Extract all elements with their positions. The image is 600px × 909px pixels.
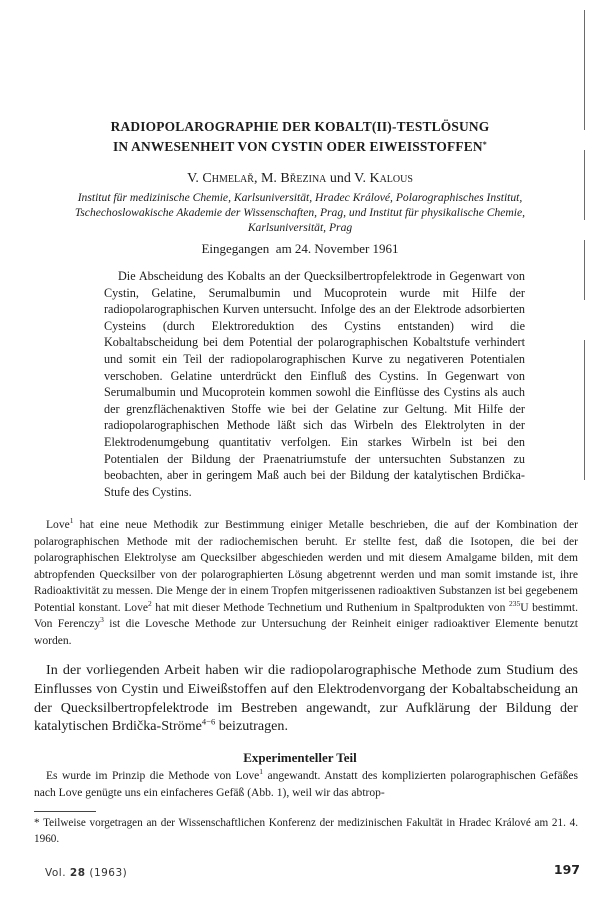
author-1-name: Chmelař bbox=[202, 171, 254, 186]
author-1-initial: V. bbox=[187, 171, 203, 186]
affiliation bbox=[28, 190, 572, 235]
footnote: * Teilweise vorgetragen an der Wissenschaftlichen Konferenz der medizinischen Fakultät in Hradec Králové am 21. 4. 1960. bbox=[34, 817, 578, 845]
received-date: Eingegangen am 24. November 1961 bbox=[201, 241, 399, 256]
citation-ref-3: 3 bbox=[100, 615, 104, 625]
intro-paragraph-2 bbox=[34, 661, 578, 736]
scan-artifact-line bbox=[584, 240, 585, 300]
authors bbox=[60, 171, 540, 187]
text-segment: hat mit dieser Methode Technetium und Ruthenium in Spaltprodukten von bbox=[151, 601, 509, 614]
author-2-name: Březina bbox=[280, 171, 327, 186]
footnote-divider bbox=[34, 811, 96, 812]
volume-label: Vol. bbox=[45, 867, 70, 879]
text-segment: ist die Lovesche Methode zur Untersuchung der Reinheit einiger radioaktiver Elemente benutzt worden. bbox=[34, 618, 578, 647]
affiliation-line-2: Tschechoslowakische Akademie der Wissenschaften, Prag, und Institut für physikalische Chemie, bbox=[74, 206, 526, 219]
intro-paragraph-1 bbox=[34, 517, 578, 649]
abstract: Die Abscheidung des Kobalts an der Quecksilbertropfelektrode in Gegenwart von Cystin, Gelatine, Serumalbumin und Mucoprotein wurde mit Hilfe der radiopolarographischen Kurven untersucht. Infolge des an der Elektrode adsorbierten Cysteins (durch Elektroreduktion des Cystins entstanden) wird die Kobaltabscheidung bei dem Potential der polarographischen Kobaltstufe verhindert und somit ein Teil der radiopolarographischen Kurve zu negativeren Potentialen verschoben. Gelatine unterdrückt den Einfluß des Cystins. In Gegenwart von Serumalbumin und Mucoprotein kommen sowohl die Einflüsse des Cystins als auch der grenzflächenaktiven Stoffe wie bei der Gelatine zur Geltung. Mit Hilfe der radiopolarographischen Methode läßt sich das Wirbeln des Elektrolyten in der Elektrodenumgebung quantitativ verfolgen. Ein starkes Wirbeln ist bei den Potentialen der Bildung der Praenatriumstufe der untersuchten Substanzen zu beobachten, aber in geringem Maß auch bei der Bildung der katalytischen Brdička-Stufe des Cystins. bbox=[104, 269, 525, 499]
volume-number: 28 bbox=[69, 867, 86, 879]
paper-title bbox=[60, 118, 540, 156]
scan-artifact-line bbox=[584, 340, 585, 480]
text-segment: hat eine neue Methodik zur Bestimmung einiger Metalle beschrieben, die auf der Kombination der polarographischen Methode mit der radiochemischen beruht. Er stellte fest, daß die Isotopen, die bei der polarographischen Elektrolyse am Quecksilber abgeschieden werden und mit diesem Amalgame bilden, mit dem abtropfenden Quecksilber von der polarographierten Lösung abgetrennt werden und man somit imstande ist, ihre Radioaktivität zu messen. Die Menge der in einem Tropfen mitgerissenen radioaktiven Substanzen ist bei gegebenem Potential konstant. Love bbox=[34, 519, 578, 614]
author-separator-2: und V. bbox=[326, 171, 370, 186]
volume-year: (1963) bbox=[85, 867, 128, 879]
section-heading: Experimenteller Teil bbox=[243, 750, 357, 765]
citation-ref-1: 1 bbox=[69, 516, 74, 526]
citation-ref-2: 2 bbox=[147, 598, 152, 608]
citation-ref-4-6: 4−6 bbox=[201, 716, 216, 727]
title-footnote-mark: * bbox=[482, 140, 487, 149]
scan-artifact-line bbox=[584, 10, 585, 130]
text-segment: In der vorliegenden Arbeit haben wir die radiopolarographische Methode zum Studium des Einflusses von Cystin und Eiweißstoffen auf den Elektrodenvorgang der Kobaltabscheidung an der Quecksilbertropfelektrode im Bestreben angewandt, zur Aufklärung der Bildung der katalytischen Brdička-Ströme bbox=[34, 662, 578, 735]
journal-volume bbox=[45, 866, 127, 880]
citation-ref-1: 1 bbox=[259, 767, 264, 777]
text-segment: angewandt. Anstatt des komplizierten polarographischen Gefäßes nach Love genügte uns ein einfacheres Gefäß (Abb. 1), weil wir das abtrop- bbox=[34, 770, 578, 799]
text-segment: Es wurde im Prinzip die Methode von Love bbox=[46, 770, 260, 782]
title-line-2-text: IN ANWESENHEIT VON CYSTIN ODER EIWEISSTOFFEN bbox=[112, 139, 483, 154]
author-separator-1: , M. bbox=[253, 171, 281, 186]
isotope-mass-number: 235 bbox=[508, 598, 521, 608]
title-line-1: RADIOPOLAROGRAPHIE DER KOBALT(II)-TESTLÖSUNG bbox=[110, 119, 490, 134]
affiliation-line-3: Karlsuniversität, Prag bbox=[247, 221, 353, 234]
text-segment: Love bbox=[46, 519, 70, 531]
text-segment: beizutragen. bbox=[215, 718, 288, 735]
scan-artifact-line bbox=[584, 150, 585, 220]
experimental-paragraph bbox=[34, 768, 578, 802]
author-3-name: Kalous bbox=[369, 171, 413, 186]
affiliation-line-1: Institut für medizinische Chemie, Karlsuniversität, Hradec Králové, Polarographisches Institut, bbox=[77, 191, 523, 204]
page-number: 197 bbox=[553, 862, 580, 877]
text-segment: U bestimmt. Von Ferenczy bbox=[34, 601, 578, 630]
title-line-2 bbox=[60, 136, 540, 156]
